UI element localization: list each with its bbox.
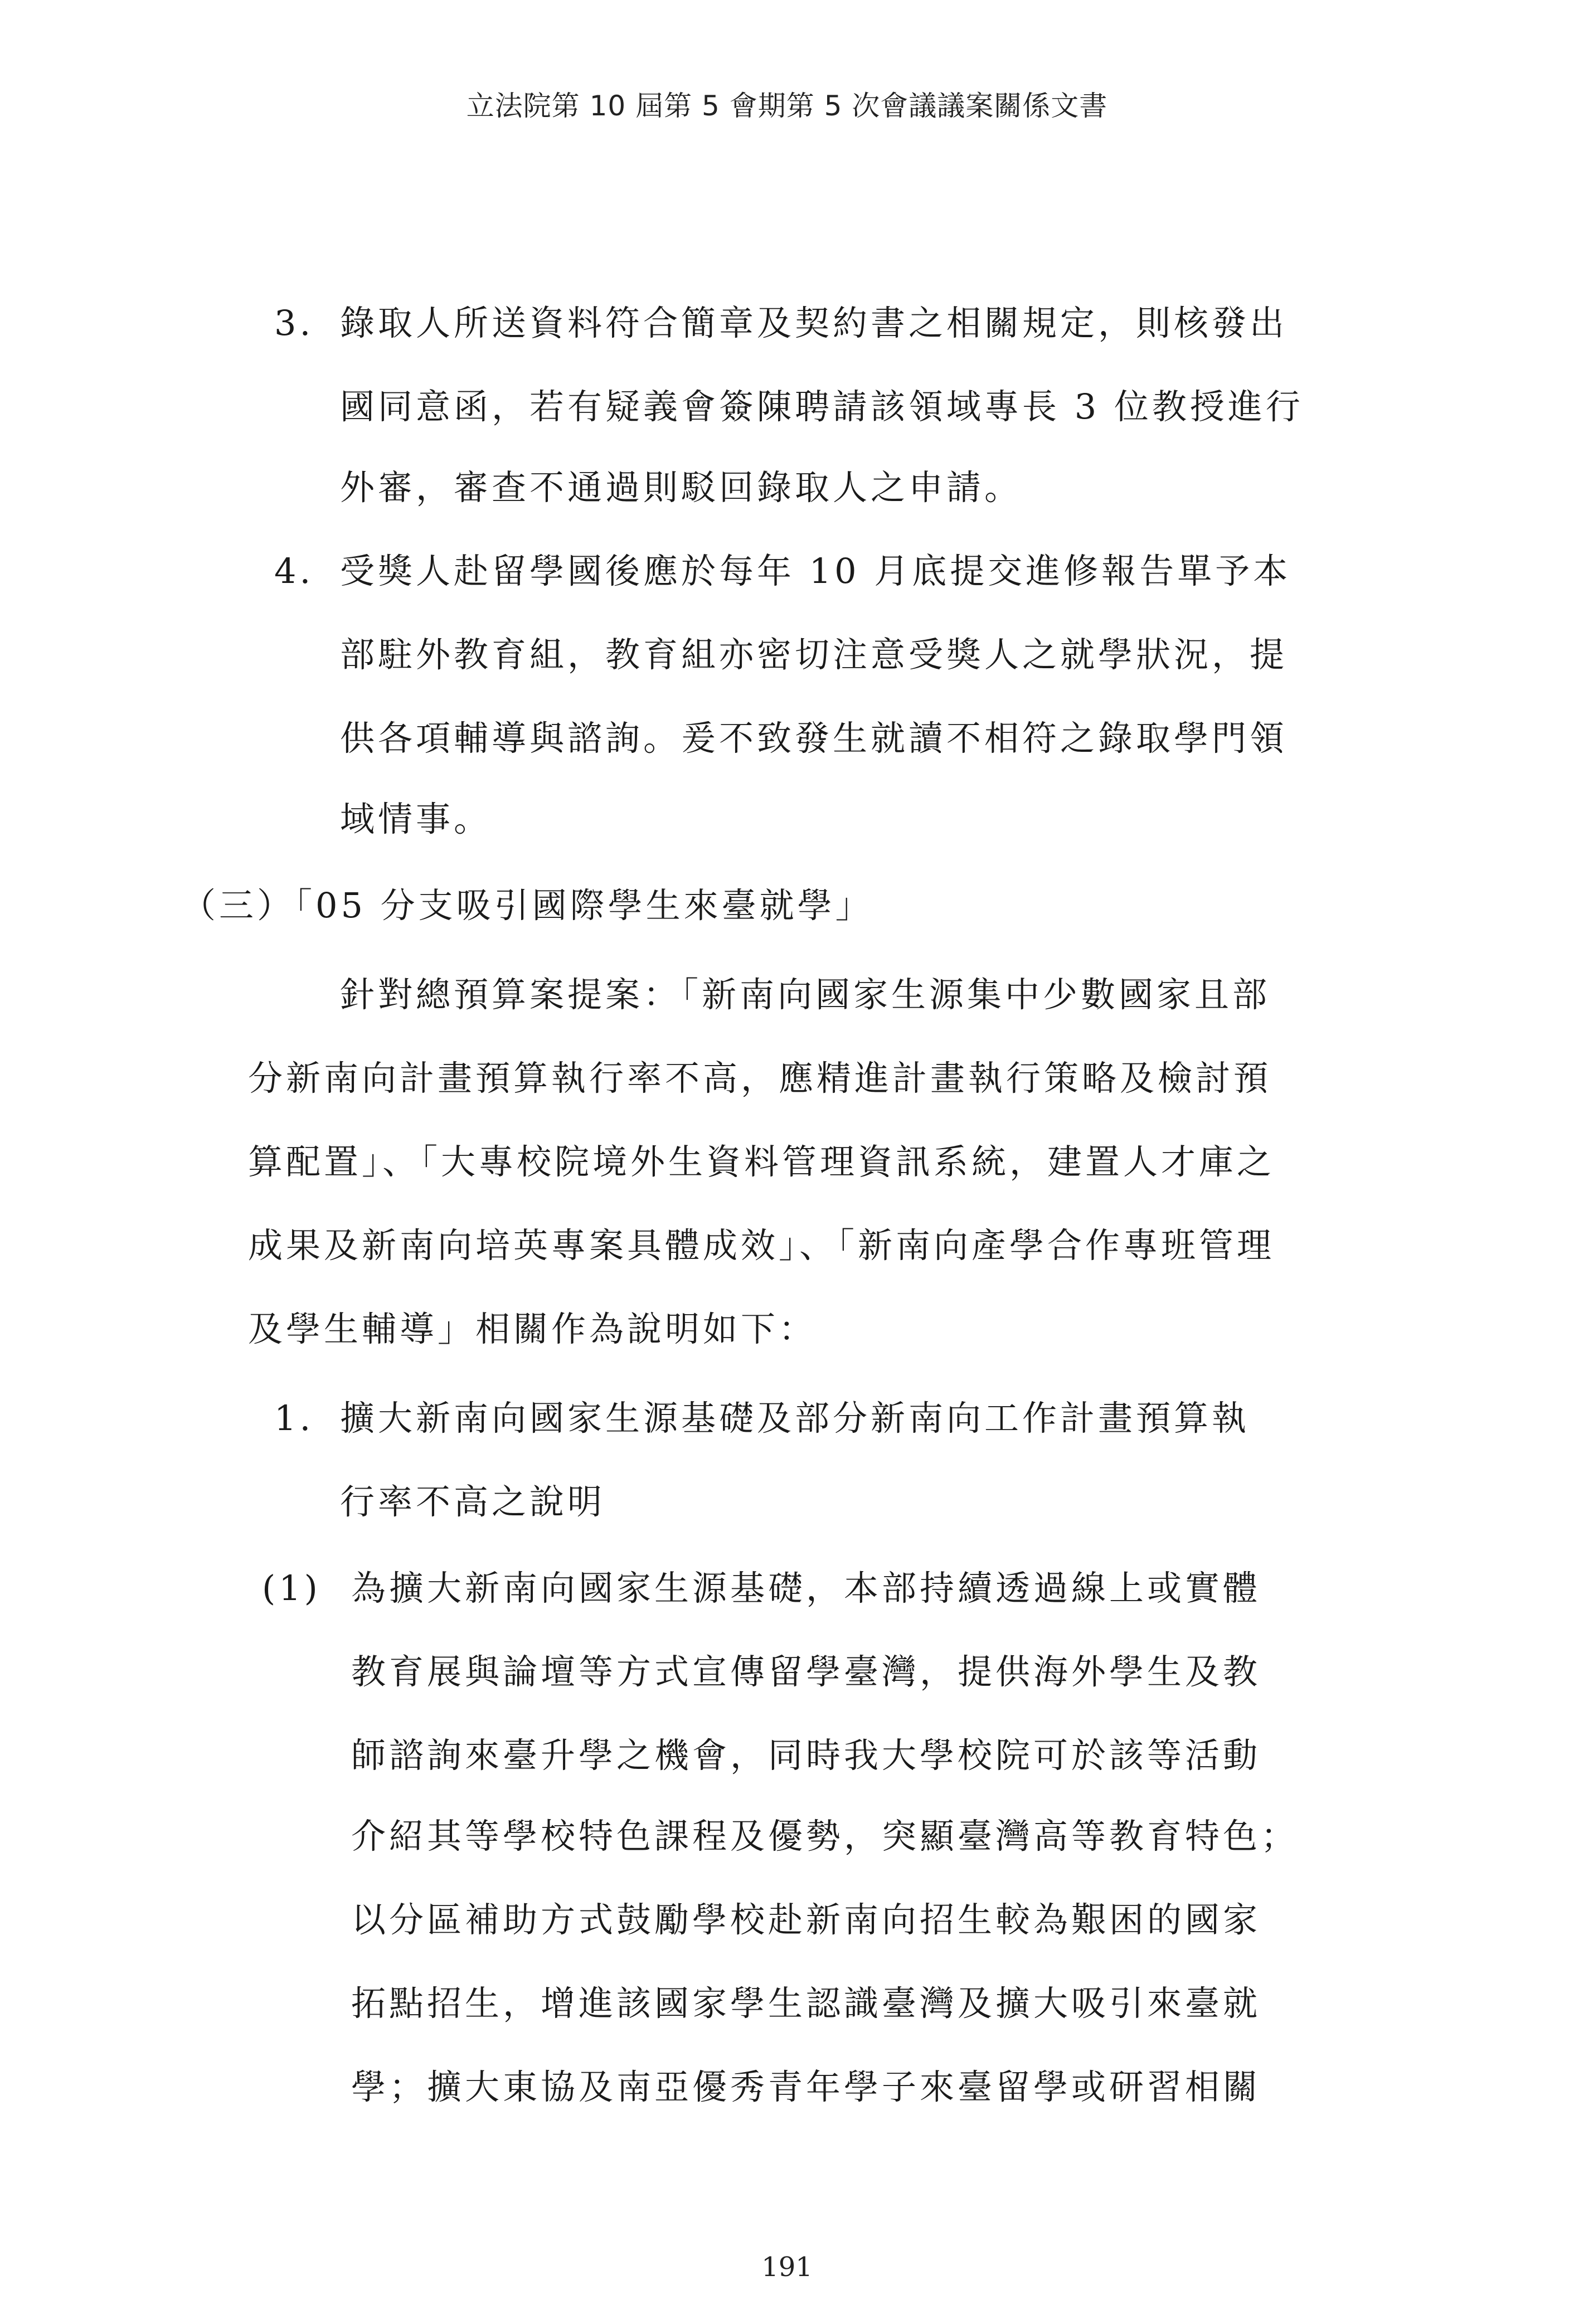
paragraph-line-1: 針對總預算案提案：「新南向國家生源集中少數國家且部 <box>340 974 1271 1015</box>
subsubitem-1-line-6: 拓點招生，增進該國家學生認識臺灣及擴大吸引來臺就 <box>351 1983 1261 2024</box>
item-3-line-1: 錄取人所送資料符合簡章及契約書之相關規定，則核發出 <box>340 303 1288 343</box>
subsubitem-1-line-1: 為擴大新南向國家生源基礎，本部持續透過線上或實體 <box>351 1568 1261 1608</box>
section-heading: （三）「05 分支吸引國際學生來臺就學」 <box>181 885 873 926</box>
item-4-line-4: 域情事。 <box>340 799 492 839</box>
subsubitem-1-line-2: 教育展與論壇等方式宣傳留學臺灣，提供海外學生及教 <box>351 1651 1261 1692</box>
subitem-1-line-2: 行率不高之說明 <box>340 1481 606 1522</box>
subsubitem-1-line-4: 介紹其等學校特色課程及優勢，突顯臺灣高等教育特色； <box>351 1816 1299 1856</box>
paragraph-line-3: 算配置」、「大專校院境外生資料管理資訊系統，建置人才庫之 <box>248 1141 1275 1182</box>
document-header: 立法院第 10 屆第 5 會期第 5 次會議議案關係文書 <box>466 90 1108 122</box>
item-4-line-3: 供各項輔導與諮詢。爰不致發生就讀不相符之錄取學門領 <box>340 718 1288 759</box>
paragraph-line-5: 及學生輔導」相關作為說明如下： <box>248 1309 817 1349</box>
subsubitem-1-line-3: 師諮詢來臺升學之機會，同時我大學校院可於該等活動 <box>351 1735 1261 1776</box>
item-3-line-2: 國同意函，若有疑義會簽陳聘請該領域專長 3 位教授進行 <box>340 386 1304 427</box>
subitem-1-line-1: 擴大新南向國家生源基礎及部分新南向工作計畫預算執 <box>340 1398 1250 1438</box>
item-4-line-2: 部駐外教育組，教育組亦密切注意受獎人之就學狀況，提 <box>340 634 1288 675</box>
subsubitem-1-line-7: 學；擴大東協及南亞優秀青年學子來臺留學或研習相關 <box>351 2067 1261 2107</box>
item-4-marker: 4. <box>274 551 314 591</box>
subsubitem-1-line-5: 以分區補助方式鼓勵學校赴新南向招生較為艱困的國家 <box>351 1899 1261 1940</box>
paragraph-line-4: 成果及新南向培英專案具體成效」、「新南向產學合作專班管理 <box>248 1225 1275 1266</box>
item-4-line-1: 受獎人赴留學國後應於每年 10 月底提交進修報告單予本 <box>340 551 1291 591</box>
paragraph-line-2: 分新南向計畫預算執行率不高，應精進計畫執行策略及檢討預 <box>248 1058 1272 1098</box>
item-3-line-3: 外審，審查不通過則駁回錄取人之申請。 <box>340 467 1023 508</box>
subitem-1-marker: 1. <box>274 1398 314 1438</box>
item-3-marker: 3. <box>274 303 314 343</box>
subsubitem-1-marker: (1) <box>262 1568 321 1608</box>
page-number: 191 <box>761 2252 813 2283</box>
